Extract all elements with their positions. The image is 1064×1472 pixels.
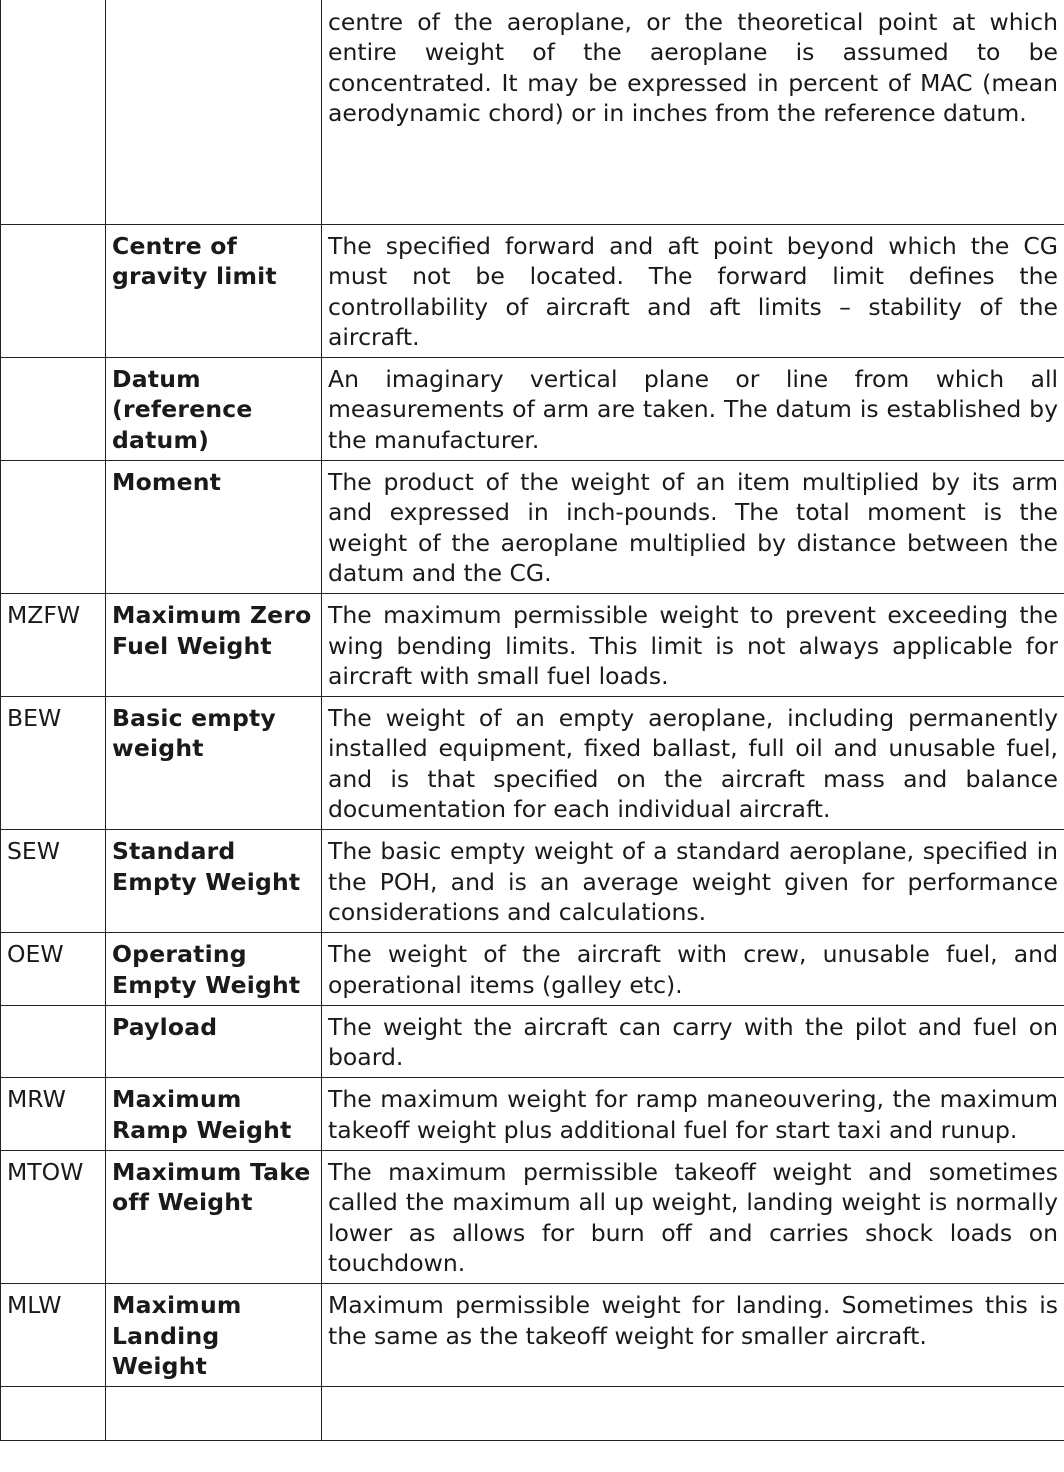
definition-cell: The specified forward and aft point beyond which the CG must not be located. The forward limit defines the controllability of aircraft and aft limits – stability of the aircraft. (322, 225, 1064, 358)
term-cell: Maximum Landing Weight (106, 1284, 322, 1387)
table-row (1, 1387, 1064, 1441)
term-cell: Datum (reference datum) (106, 358, 322, 461)
table-row (1, 830, 1064, 933)
abbreviation-cell (1, 0, 106, 225)
table-row (1, 933, 1064, 1006)
table-row (1, 1005, 1064, 1078)
table-row (1, 1284, 1064, 1387)
abbreviation-cell: MRW (1, 1078, 106, 1151)
table-row (1, 1078, 1064, 1151)
abbreviation-cell: MLW (1, 1284, 106, 1387)
table-row (1, 0, 1064, 225)
term-cell: Basic empty weight (106, 697, 322, 830)
abbreviation-cell: MZFW (1, 594, 106, 697)
abbreviation-cell (1, 1387, 106, 1441)
abbreviation-cell: OEW (1, 933, 106, 1006)
table-row (1, 225, 1064, 358)
term-cell: Moment (106, 461, 322, 594)
term-cell: Maximum Ramp Weight (106, 1078, 322, 1151)
definition-cell: An imaginary vertical plane or line from which all measurements of arm are taken. The datum is established by the manufacturer. (322, 358, 1064, 461)
table-row (1, 358, 1064, 461)
table-row (1, 697, 1064, 830)
table-row (1, 461, 1064, 594)
abbreviation-cell: BEW (1, 697, 106, 830)
definition-cell: Maximum permissible weight for landing. Sometimes this is the same as the takeoff weight for smaller aircraft. (322, 1284, 1064, 1387)
abbreviation-cell: MTOW (1, 1151, 106, 1284)
definition-cell: The maximum permissible weight to prevent exceeding the wing bending limits. This limit is not always applicable for aircraft with small fuel loads. (322, 594, 1064, 697)
term-cell: Standard Empty Weight (106, 830, 322, 933)
definition-cell: The weight the aircraft can carry with the pilot and fuel on board. (322, 1005, 1064, 1078)
term-cell: Maximum Take off Weight (106, 1151, 322, 1284)
term-cell (106, 0, 322, 225)
definition-cell: The basic empty weight of a standard aeroplane, specified in the POH, and is an average weight given for performance considerations and calculations. (322, 830, 1064, 933)
term-cell: Maximum Zero Fuel Weight (106, 594, 322, 697)
definition-cell: The weight of an empty aeroplane, including permanently installed equipment, fixed ballast, full oil and unusable fuel, and is that specified on the aircraft mass and balance documentation for each individual aircraft. (322, 697, 1064, 830)
term-cell: Operating Empty Weight (106, 933, 322, 1006)
term-cell (106, 1387, 322, 1441)
definition-cell: centre of the aeroplane, or the theoretical point at which entire weight of the aeroplane is assumed to be concentrated. It may be expressed in percent of MAC (mean aerodynamic chord) or in inches from the reference datum. (322, 0, 1064, 225)
definition-cell: The weight of the aircraft with crew, unusable fuel, and operational items (galley etc). (322, 933, 1064, 1006)
table-row (1, 1151, 1064, 1284)
term-cell: Centre of gravity limit (106, 225, 322, 358)
definition-cell: The maximum permissible takeoff weight and sometimes called the maximum all up weight, landing weight is normally lower as allows for burn off and carries shock loads on touchdown. (322, 1151, 1064, 1284)
term-cell: Payload (106, 1005, 322, 1078)
definition-cell (322, 1387, 1064, 1441)
abbreviation-cell (1, 358, 106, 461)
definition-cell: The maximum weight for ramp maneouvering, the maximum takeoff weight plus additional fuel for start taxi and runup. (322, 1078, 1064, 1151)
abbreviation-cell (1, 225, 106, 358)
abbreviation-cell (1, 461, 106, 594)
abbreviation-cell: SEW (1, 830, 106, 933)
definition-cell: The product of the weight of an item multiplied by its arm and expressed in inch-pounds. The total moment is the weight of the aeroplane multiplied by distance between the datum and the CG. (322, 461, 1064, 594)
table-row (1, 594, 1064, 697)
abbreviation-cell (1, 1005, 106, 1078)
